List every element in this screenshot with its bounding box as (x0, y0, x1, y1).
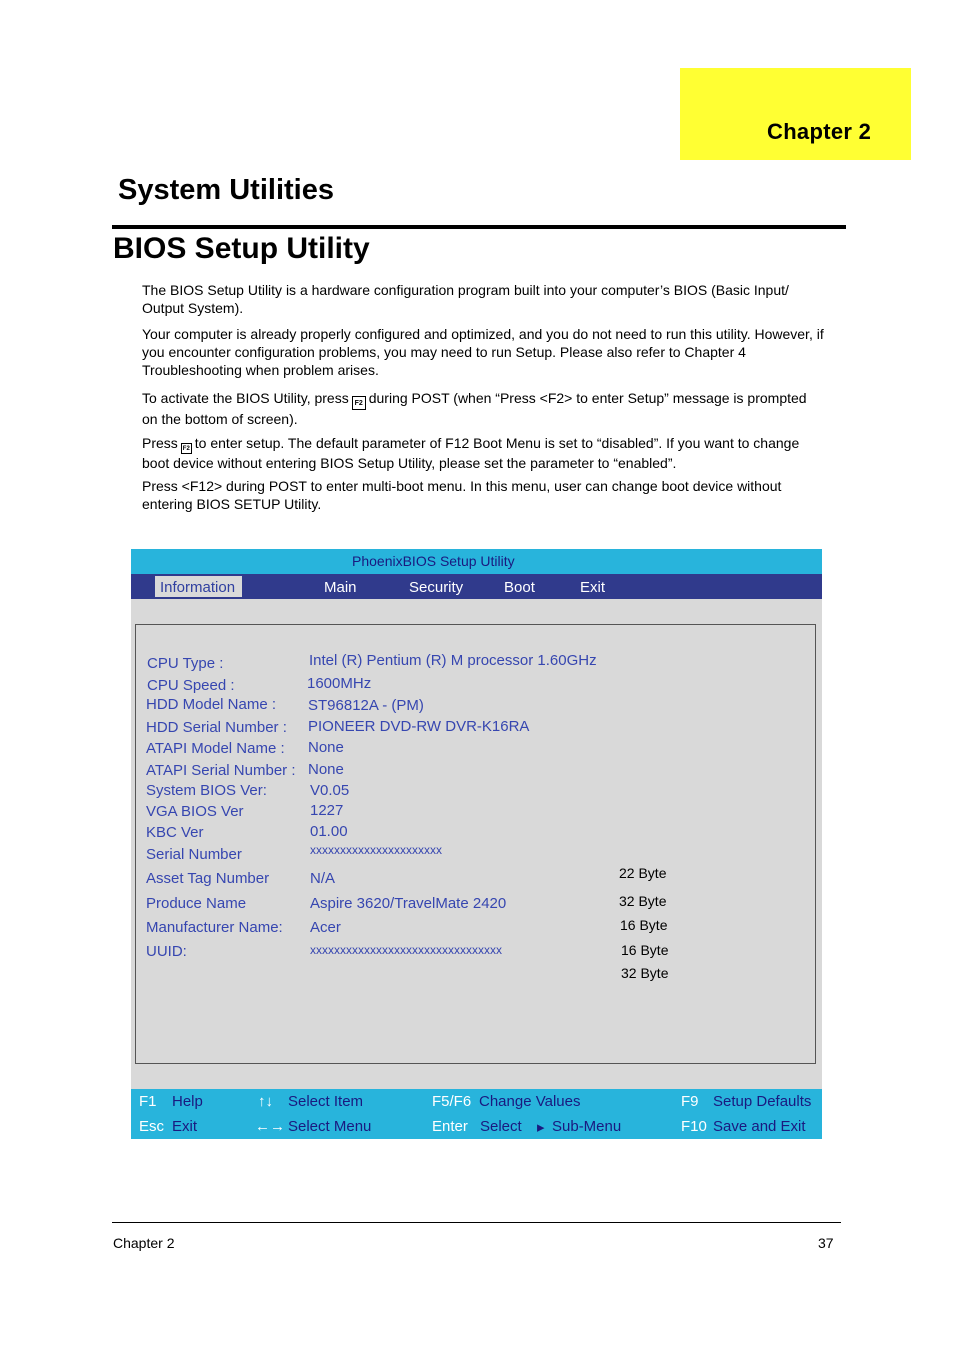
paragraph-multiboot: Press <F12> during POST to enter multi-boot menu. In this menu, user can change boot device without entering BIOS SETUP Utility. (142, 478, 782, 512)
menu-boot[interactable]: Boot (504, 579, 535, 596)
menu-exit[interactable]: Exit (580, 579, 606, 596)
bios-screen (131, 549, 822, 1139)
paragraph-setup: Press F2 to enter setup. The default parameter of F12 Boot Menu is set to “disabled”. If you want to change boot device without entering BIOS Setup Utility, please set the parameter to “enabled”. (142, 435, 800, 471)
key-esc: Esc (139, 1118, 165, 1135)
field-value: None (308, 739, 344, 756)
key-action: Change Values (479, 1093, 581, 1110)
field-value: V0.05 (310, 782, 350, 799)
field-value: 1227 (310, 802, 344, 819)
field-size: 16 Byte (620, 917, 668, 933)
key-arrows-updown: ↑↓ (258, 1093, 273, 1110)
menu-security[interactable]: Security (409, 579, 464, 596)
page-number: 37 (818, 1235, 834, 1251)
field-label: ATAPI Serial Number : (146, 762, 296, 779)
field-value: Aspire 3620/TravelMate 2420 (310, 895, 507, 912)
field-value: 01.00 (310, 823, 348, 840)
field-label: HDD Model Name : (146, 696, 277, 713)
field-value: xxxxxxxxxxxxxxxxxxxxxxxxxxxxxxxx (310, 943, 502, 957)
triangle-right-icon: ▸ (537, 1119, 545, 1136)
field-value: PIONEER DVD-RW DVR-K16RA (308, 718, 530, 735)
field-label: VGA BIOS Ver (146, 803, 244, 820)
bios-help-bar (131, 1089, 822, 1139)
field-size: 32 Byte (619, 893, 667, 909)
field-label: Serial Number (146, 846, 242, 863)
key-f9: F9 (681, 1093, 699, 1110)
bios-title: PhoenixBIOS Setup Utility (352, 553, 515, 569)
paragraph-intro: The BIOS Setup Utility is a hardware configuration program built into your computer’s BIOS (Basic Input/ Output System). (142, 282, 789, 316)
field-label: CPU Type : (147, 655, 224, 672)
title-divider (112, 225, 846, 229)
field-value: Intel (R) Pentium (R) M processor 1.60GHz (309, 652, 597, 669)
menu-main[interactable]: Main (324, 579, 357, 596)
key-action: Select Item (288, 1093, 364, 1110)
footer-divider (112, 1222, 841, 1223)
paragraph-configured: Your computer is already properly configured and optimized, and you do not need to run this utility. However, if you encounter configuration problems, you may need to run Setup. Please also refer to Chapter 4 Troubleshooting when problem arises. (142, 326, 824, 378)
key-action: Help (172, 1093, 203, 1110)
field-label: CPU Speed : (147, 677, 235, 694)
field-size: 16 Byte (621, 942, 669, 958)
field-value: Acer (310, 919, 341, 936)
key-arrows-leftright: ←→ (255, 1118, 285, 1135)
key-action: Exit (172, 1118, 198, 1135)
f2-key-icon: F2 (181, 443, 192, 454)
paragraph-activate: To activate the BIOS Utility, press F2 during POST (when “Press <F2> to enter Setup” message is prompted on the bottom of screen). (142, 390, 807, 427)
field-value: 1600MHz (307, 675, 372, 692)
bios-titlebar (131, 549, 822, 574)
field-label: HDD Serial Number : (146, 719, 287, 736)
key-action: Select Menu (288, 1118, 372, 1135)
chapter-tab (680, 68, 911, 160)
menu-information[interactable]: Information (155, 576, 242, 597)
subsection-title: BIOS Setup Utility (113, 232, 370, 265)
field-label: ATAPI Model Name : (146, 740, 285, 757)
field-label: Produce Name (146, 895, 247, 912)
bios-menubar (131, 574, 822, 599)
field-label: System BIOS Ver: (146, 782, 267, 799)
key-f10: F10 (681, 1118, 707, 1135)
chapter-label: Chapter 2 (767, 119, 872, 144)
key-f1: F1 (139, 1093, 157, 1110)
field-value: None (308, 761, 344, 778)
field-size: 22 Byte (619, 865, 667, 881)
field-label: Asset Tag Number (146, 870, 270, 887)
key-action: Select (480, 1118, 522, 1135)
key-action: Save and Exit (713, 1118, 806, 1135)
f2-key-icon: F2 (352, 396, 366, 410)
key-action: Sub-Menu (552, 1118, 622, 1135)
field-label: KBC Ver (146, 824, 204, 841)
field-size: 32 Byte (621, 965, 669, 981)
key-action: Setup Defaults (713, 1093, 812, 1110)
field-value: ST96812A - (PM) (308, 697, 424, 714)
key-enter: Enter (432, 1118, 468, 1135)
key-f5f6: F5/F6 (432, 1093, 472, 1110)
section-title: System Utilities (118, 174, 334, 206)
field-value: xxxxxxxxxxxxxxxxxxxxxx (310, 843, 442, 857)
footer-chapter: Chapter 2 (113, 1235, 175, 1251)
bios-info-panel (135, 624, 816, 1064)
field-label: UUID: (146, 943, 187, 960)
field-label: Manufacturer Name: (146, 919, 283, 936)
field-value: N/A (310, 870, 336, 887)
